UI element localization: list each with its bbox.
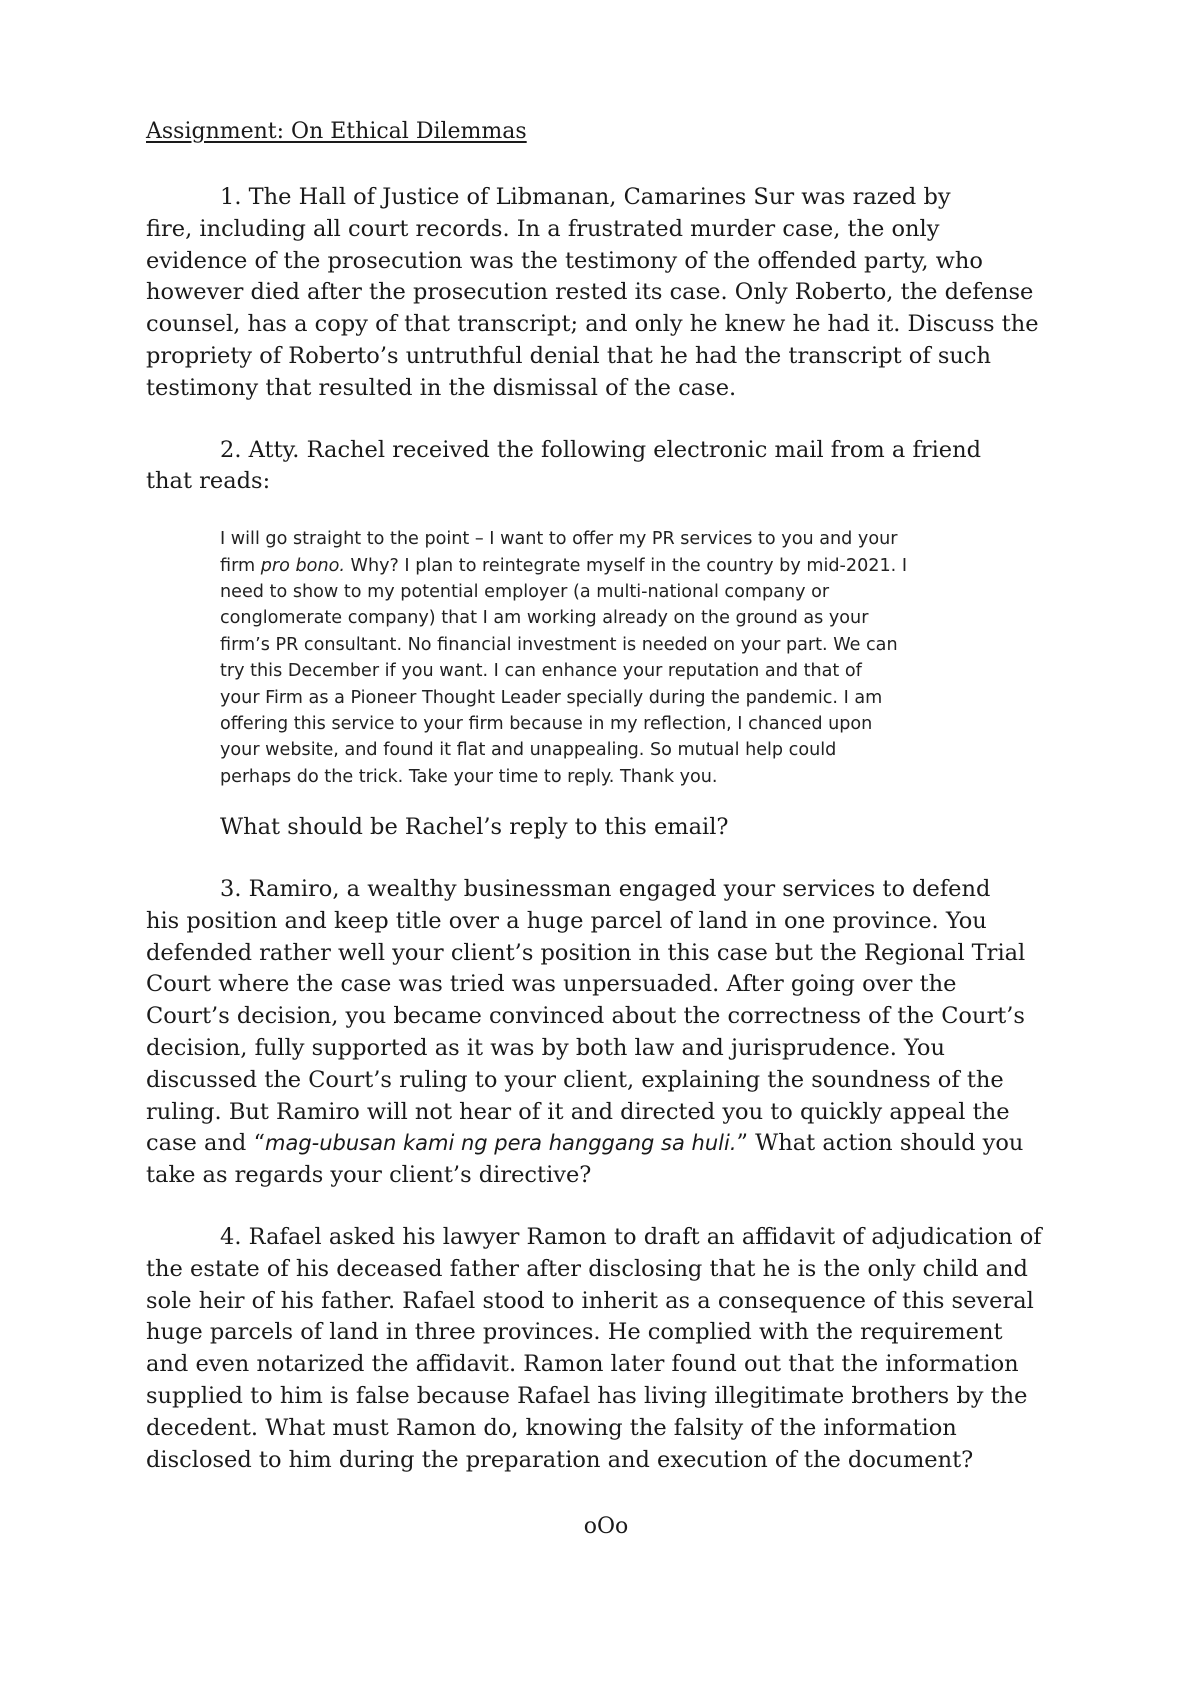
question-2-prompt: What should be Rachel’s reply to this email? xyxy=(220,814,729,841)
question-3-quote: mag-ubusan kami ng pera hanggang sa huli. xyxy=(265,1131,737,1156)
question-2: 2. Atty. Rachel received the following electronic mail from a friend that reads: xyxy=(146,436,981,495)
question-1: 1. The Hall of Justice of Libmanan, Camarines Sur was razed by fire, including all court records. In a frustrated murder case, the only evidence of the prosecution was the testimony of the offended party, who however died after the prosecution rested its case. Only Roberto, the defense counsel, has a copy of that transcript; and only he knew he had it. Discuss the propriety of Roberto’s untruthful denial that he had the transcript of such testimony that resulted in the dismissal of the case. xyxy=(146,184,1039,401)
question-3 xyxy=(146,874,1066,1192)
email-text-part2: Why? I plan to reintegrate myself in the country by mid-2021. I need to show to my potential employer (a multi-national company or conglomerate company) that I am working already on the ground as your firm’s PR consultant. No financial investment is needed on your part. We can try this December if you want. I can enhance your reputation and that of your Firm as a Pioneer Thought Leader specially during the pandemic. I am offering this service to your firm because in my reflection, I chanced upon your website, and found it flat and unappealing. So mutual help could perhaps do the trick. Take your time to reply. Thank you. xyxy=(220,555,908,787)
email-text-part1: I will go straight to the point – I want to offer my PR services to you and your firm xyxy=(220,529,898,576)
question-3-part1: 3. Ramiro, a wealthy businessman engaged your services to defend his position and keep title over a huge parcel of land in one province. You defended rather well your client’s position in this case but the Regional Trial Court where the case was tried was unpersuaded. After going over the Court’s decision, you became convinced about the correctness of the Court’s decision, fully supported as it was by both law and jurisprudence. You discussed the Court’s ruling to your client, explaining the soundness of the ruling. But Ramiro will not hear of it and directed you to quickly appeal the case and “ xyxy=(146,876,1026,1157)
end-mark: oOo xyxy=(583,1514,629,1540)
question-3-part2: ” What action should you take as regards your client’s directive? xyxy=(146,1130,1024,1189)
document-title: Assignment: On Ethical Dilemmas xyxy=(146,119,527,144)
question-4: 4. Rafael asked his lawyer Ramon to draft an affidavit of adjudication of the estate of his deceased father after disclosing that he is the only child and sole heir of his father. Rafael stood to inherit as a consequence of this several huge parcels of land in three provinces. He complied with the requirement and even notarized the affidavit. Ramon later found out that the information supplied to him is false because Rafael has living illegitimate brothers by the decedent. What must Ramon do, knowing the falsity of the information disclosed to him during the preparation and execution of the document? xyxy=(146,1224,1042,1473)
email-quote xyxy=(220,526,990,790)
document-page xyxy=(146,118,1066,1539)
email-pro-bono: pro bono. xyxy=(260,555,345,576)
